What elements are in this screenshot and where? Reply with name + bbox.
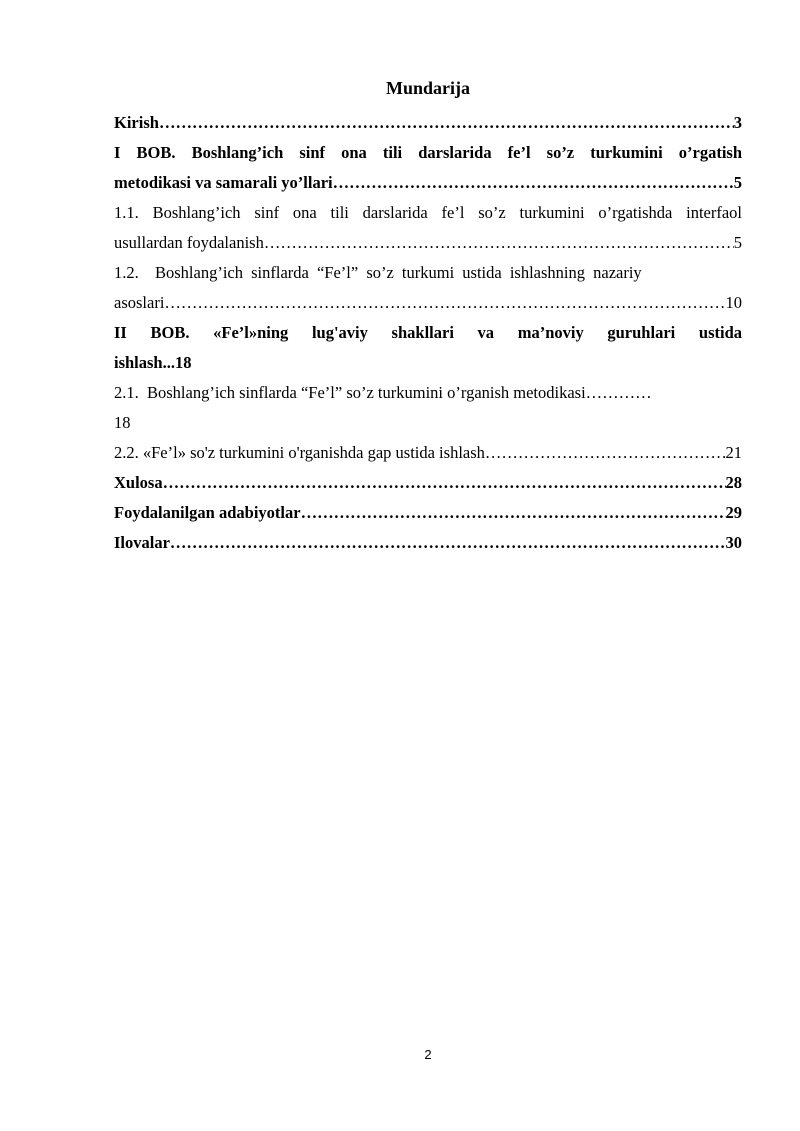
toc-entry-label: Xulosa	[114, 473, 163, 492]
toc-entry-2-1-line2[interactable]: 18	[114, 413, 131, 432]
toc-entry-page: 30	[725, 533, 742, 552]
toc-entry-2-2[interactable]	[114, 438, 742, 468]
toc-leader-dots	[159, 108, 734, 138]
toc-leader-dots	[301, 498, 726, 528]
toc-entry-number: 2.1.	[114, 383, 139, 402]
toc-entry-label: asoslari	[114, 293, 165, 312]
toc-entry-chapter-1-line2[interactable]	[114, 168, 742, 198]
toc-entry-kirish[interactable]	[114, 108, 742, 138]
toc-entry-label: Foydalanilgan adabiyotlar	[114, 503, 301, 522]
toc-entry-page: 5	[733, 233, 742, 252]
toc-entry-label: Boshlang’ich sinflarda “Fe’l” so’z turkumi ustida ishlashning nazariy	[155, 263, 642, 282]
table-of-contents	[114, 108, 742, 558]
toc-leader-dots	[164, 288, 725, 318]
toc-entry-1-1-line2[interactable]	[114, 228, 742, 258]
toc-entry-label: usullardan foydalanish	[114, 233, 264, 252]
toc-entry-number: 1.2.	[114, 263, 139, 282]
toc-entry-1-2-line2[interactable]	[114, 288, 742, 318]
toc-leader-dots	[170, 528, 726, 558]
toc-entry-chapter-1-line1[interactable]: I BOB. Boshlang’ich sinf ona tili darslarida fe’l so’z turkumini o’rgatish	[114, 143, 742, 162]
toc-entry-label: Boshlang’ich sinflarda “Fe’l” so’z turkumini o’rganish metodikasi…………	[147, 383, 652, 402]
toc-leader-dots	[485, 438, 726, 468]
toc-title: Mundarija	[385, 78, 470, 98]
toc-entry-xulosa[interactable]	[114, 468, 742, 498]
toc-entry-label: 2.2. «Fe’l» so'z turkumini o'rganishda gap ustida ishlash	[114, 443, 485, 462]
toc-leader-dots	[163, 468, 726, 498]
toc-entry-label: Boshlang’ich sinf ona tili darslarida fe’l so’z turkumini o’rgatishda interfaol	[152, 203, 742, 222]
toc-entry-label: Ilovalar	[114, 533, 170, 552]
toc-entry-number: 1.1.	[114, 203, 139, 222]
toc-entry-label: Kirish	[114, 113, 159, 132]
toc-entry-chapter-2-line1[interactable]: II BOB. «Fe’l»ning lug'aviy shakllari va ma’noviy guruhlari ustida	[114, 323, 742, 342]
toc-entry-label: metodikasi va samarali yo’llari	[114, 173, 333, 192]
toc-entry-ilovalar[interactable]	[114, 528, 742, 558]
toc-entry-page: 3	[733, 113, 742, 132]
toc-entry-1-1-line1[interactable]	[114, 198, 742, 228]
toc-entry-2-1-line1[interactable]	[114, 378, 742, 408]
toc-entry-chapter-2-line2[interactable]: ishlash...18	[114, 353, 192, 372]
toc-entry-page: 29	[725, 503, 742, 522]
toc-entry-page: 28	[725, 473, 742, 492]
toc-entry-page: 21	[725, 443, 742, 462]
toc-leader-dots	[333, 168, 734, 198]
toc-entry-1-2-line1[interactable]	[114, 258, 742, 288]
toc-entry-page: 5	[733, 173, 742, 192]
toc-leader-dots	[264, 228, 734, 258]
toc-entry-page: 10	[725, 293, 742, 312]
toc-entry-adabiyotlar[interactable]	[114, 498, 742, 528]
page-number: 2	[424, 1047, 432, 1062]
